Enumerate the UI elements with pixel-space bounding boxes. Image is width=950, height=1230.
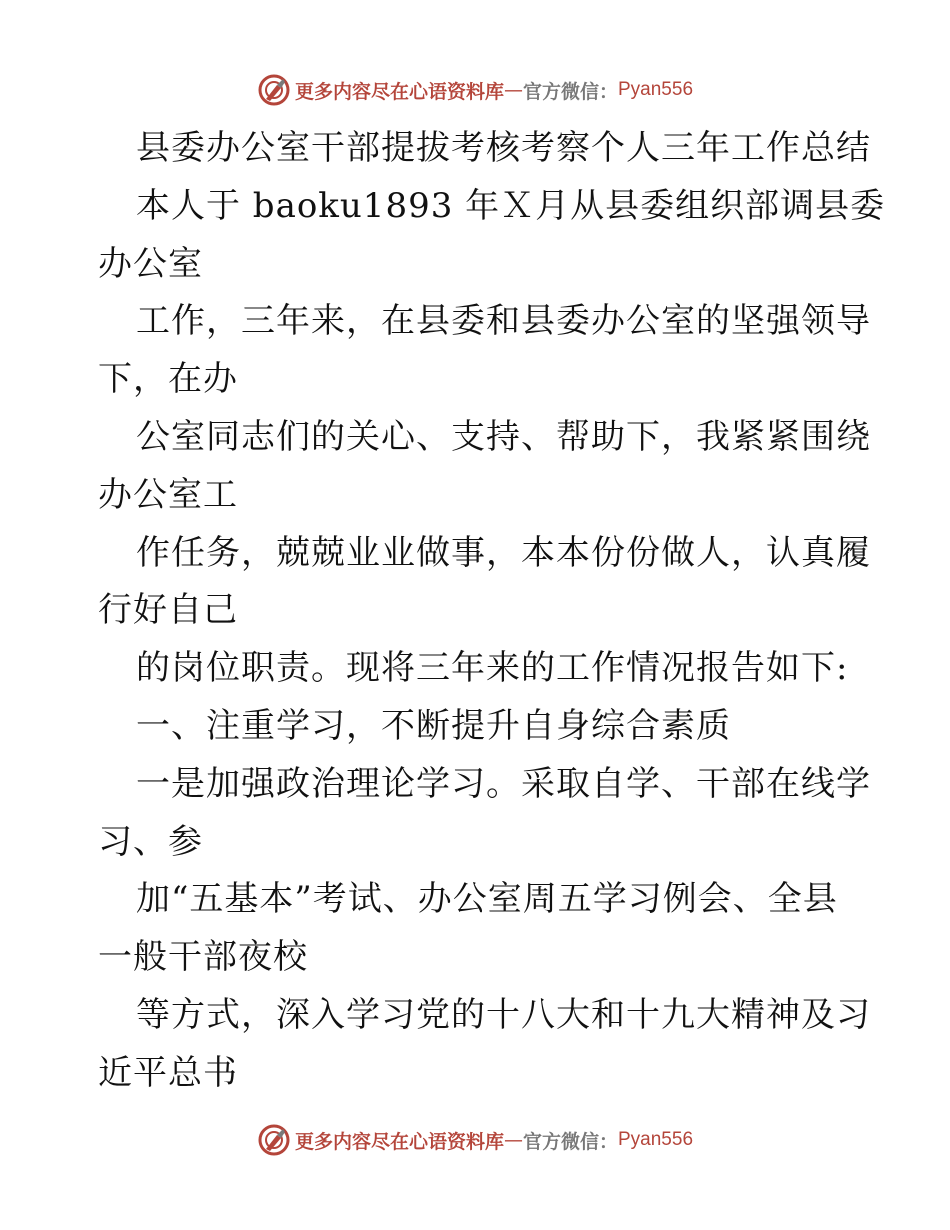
watermark-main-text: 更多内容尽在心语资料库 [294, 80, 504, 103]
footer-watermark [0, 1120, 950, 1160]
header-watermark [0, 70, 950, 110]
document-body [98, 120, 886, 1103]
text-line: 下，在办 [98, 359, 238, 400]
text-line: 近平总书 [98, 1052, 238, 1093]
text-line: 一般干部夜校 [98, 937, 308, 978]
text-line: 办公室工 [98, 474, 238, 515]
text-line: 一是加强政治理论学习。采取自学、干部在线学 [136, 763, 871, 804]
pen-nib-logo-icon [257, 73, 291, 107]
text-line: 加“五基本”考试、办公室周五学习例会、全县 [136, 879, 838, 920]
text-line: 工作，三年来，在县委和县委办公室的坚强领导 [136, 301, 871, 342]
text-line: 办公室 [98, 243, 203, 284]
text-line: 本人于 baoku1893 年Ｘ月从县委组织部调县委 [136, 185, 886, 226]
watermark-dash: — [503, 79, 523, 101]
watermark-label: 官方微信： [522, 80, 618, 103]
document-title: 县委办公室干部提拔考核考察个人三年工作总结 [136, 128, 871, 168]
pen-nib-logo-icon [257, 1123, 291, 1157]
text-line: 习、参 [98, 821, 203, 862]
watermark-id: Pyan556 [618, 1129, 694, 1150]
watermark-label: 官方微信： [522, 1130, 618, 1153]
text-line: 行好自己 [98, 590, 238, 631]
text-line: 作任务，兢兢业业做事，本本份份做人，认真履 [136, 532, 871, 573]
text-line: 的岗位职责。现将三年来的工作情况报告如下: [136, 648, 849, 689]
text-line: 公室同志们的关心、支持、帮助下，我紧紧围绕 [136, 416, 871, 457]
text-line: 一、注重学习，不断提升自身综合素质 [136, 705, 731, 746]
text-line: 等方式，深入学习党的十八大和十九大精神及习 [136, 994, 871, 1035]
watermark-main-text: 更多内容尽在心语资料库 [294, 1130, 504, 1153]
watermark-id: Pyan556 [618, 79, 694, 100]
watermark-dash: — [503, 1129, 523, 1151]
